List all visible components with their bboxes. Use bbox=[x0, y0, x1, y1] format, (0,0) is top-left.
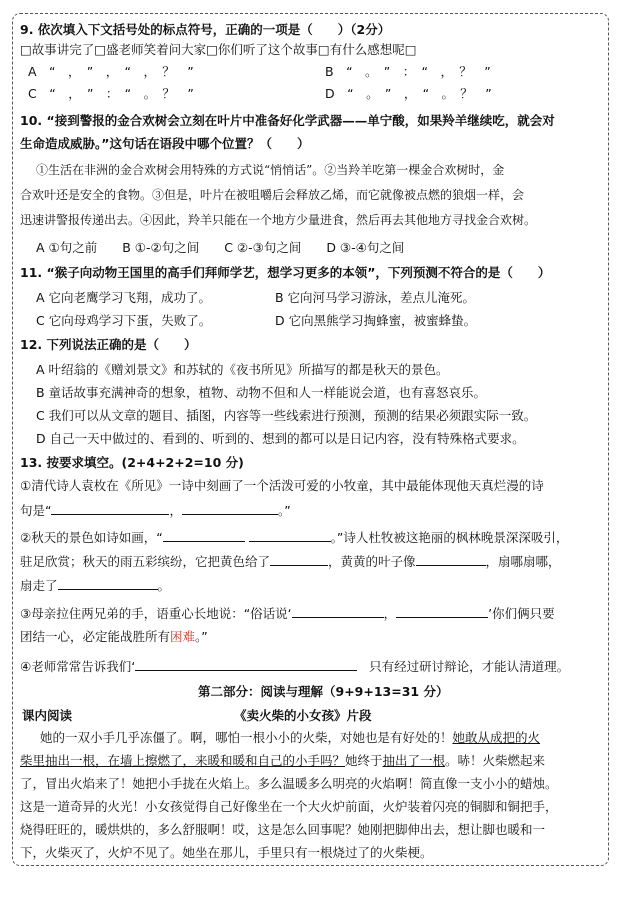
q13-blank-9[interactable] bbox=[396, 605, 488, 618]
q13-item2-text: 驻足欣赏；秋天的雨五彩缤纷，它把黄色给了 bbox=[20, 554, 271, 569]
q13-item3-prefix: ③母亲拉住两兄弟的手，语重心长地说：“俗话说‘ bbox=[20, 606, 292, 621]
reading-line3: 了，冒出火焰来了！她把小手拢在火焰上。多么温暖多么明亮的火焰啊！简直像一支小小的蜡烛。 bbox=[20, 776, 558, 791]
q10-passage-line1: ①生活在非洲的金合欢树会用特殊的方式说“悄悄话”。②当羚羊吃第一棵金合欢树时，金 bbox=[36, 163, 505, 177]
q13-item1-comma: ， bbox=[169, 503, 182, 518]
q13-item2-line1 bbox=[20, 529, 568, 546]
q13-item3-line2 bbox=[20, 629, 208, 645]
q11-option-d[interactable]: D 它向黑熊学习掏蜂蜜，被蜜蜂蛰。 bbox=[275, 313, 477, 328]
reading-line5: 烧得旺旺的，暖烘烘的，多么舒服啊！哎，这是怎么回事呢？她刚把脚伸出去，想让脚也暖和一 bbox=[20, 822, 546, 837]
q10-stem-line2: 生命造成威胁。”这句话在语段中哪个位置？（ ） bbox=[20, 136, 310, 151]
q13-item2-prefix: ②秋天的景色如诗如画，“ bbox=[20, 530, 163, 545]
q9-sentence: □故事讲完了□盛老师笑着问大家□你们听了这个故事□有什么感想呢□ bbox=[20, 42, 417, 57]
q13-blank-8[interactable] bbox=[292, 605, 384, 618]
q13-blank-7[interactable] bbox=[58, 577, 158, 590]
q13-item3-text-end: 。” bbox=[195, 629, 208, 644]
q13-item3-text: 团结一心，必定能战胜所有 bbox=[20, 629, 171, 644]
q13-item1-prefix: 句是“ bbox=[20, 503, 52, 518]
reading-line1-underlined: 她敢从成把的火 bbox=[452, 730, 541, 745]
reading-title: 《卖火柴的小女孩》片段 bbox=[234, 708, 372, 723]
q10-options[interactable]: A ①句之前 B ①-②句之间 C ②-③句之间 D ③-④句之间 bbox=[36, 240, 405, 255]
q13-item3-end: ’你们俩只要 bbox=[488, 606, 555, 621]
q12-option-b[interactable]: B 童话故事充满神奇的想象，植物、动物不但和人一样能说会道，也有喜怒哀乐。 bbox=[36, 385, 487, 400]
q10-passage-line2: 合欢叶还是安全的食物。③但是，叶片在被咀嚼后会释放乙烯，而它就像被点燃的狼烟一样，会 bbox=[20, 188, 525, 202]
q11-option-c[interactable]: C 它向母鸡学习下蛋，失败了。 bbox=[36, 313, 212, 328]
q11-option-a[interactable]: A 它向老鹰学习飞翔，成功了。 bbox=[36, 290, 212, 305]
q9-option-d[interactable]: D “ 。 ” ， “ 。 ？ ” bbox=[325, 86, 492, 101]
q13-stem: 13. 按要求填空。(2+4+2+2=10 分) bbox=[20, 455, 244, 470]
q13-item1-end: 。” bbox=[278, 503, 291, 518]
q12-option-c[interactable]: C 我们可以从文章的题目、插图，内容等一些线索进行预测，预测的结果必须跟实际一致。 bbox=[36, 408, 537, 423]
q13-item2-end: 。 bbox=[157, 578, 171, 593]
reading-line1-text: 她的一双小手几乎冻僵了。啊，哪怕一根小小的火柴，对她也是有好处的！ bbox=[40, 730, 453, 745]
reading-line6: 下，火柴灭了，火炉不见了。她坐在那儿，手里只有一根烧过了的火柴梗。 bbox=[20, 845, 433, 860]
q9-option-c[interactable]: C “ ， ” ： “ 。 ？ ” bbox=[28, 86, 194, 101]
reading-line2-underlined2: 抽出了一根 bbox=[382, 753, 446, 768]
reading-line1 bbox=[40, 730, 540, 746]
q13-blank-5[interactable] bbox=[270, 553, 328, 566]
q13-item2-text2: ，黄黄的叶子像 bbox=[328, 554, 416, 569]
q13-item4-prefix: ④老师常常告诉我们‘ bbox=[20, 659, 136, 674]
q13-item2-line2 bbox=[20, 553, 561, 570]
q13-blank-6[interactable] bbox=[416, 553, 486, 566]
reading-line2-text: 她终于 bbox=[345, 753, 383, 768]
q13-item1-line1: ①清代诗人袁枚在《所见》一诗中刻画了一个活泼可爱的小牧童，其中最能体现他天真烂漫的诗 bbox=[20, 478, 544, 493]
q13-item1-line2 bbox=[20, 502, 291, 519]
q13-item2-mid: 。”诗人杜牧被这艳丽的枫林晚景深深吸引， bbox=[330, 530, 569, 545]
reading-line2 bbox=[20, 753, 545, 769]
q13-item2-text4: 扇走了 bbox=[20, 578, 58, 593]
reading-line2-text2: 。哧！火柴燃起来 bbox=[445, 753, 546, 768]
reading-label: 课内阅读 bbox=[22, 708, 73, 723]
q13-blank-3[interactable] bbox=[163, 529, 245, 542]
q12-option-a[interactable]: A 叶绍翁的《赠刘景文》和苏轼的《夜书所见》所描写的都是秋天的景色。 bbox=[36, 362, 449, 377]
part2-title: 第二部分：阅读与理解（9+9+13=31 分） bbox=[198, 684, 449, 699]
q13-item3-red-text: 困难 bbox=[170, 629, 196, 644]
q13-item2-text3: ，扇哪扇哪， bbox=[485, 554, 561, 569]
q9-option-a[interactable]: A “ ， ” ， “ ， ？ ” bbox=[28, 64, 194, 79]
q10-stem-line1: 10. “接到警报的金合欢树会立刻在叶片中准备好化学武器——单宁酸，如果羚羊继续吃，就会对 bbox=[20, 113, 555, 128]
q11-stem: 11. “猴子向动物王国里的高手们拜师学艺，想学习更多的本领”，下列预测不符合的是（ ） bbox=[20, 265, 551, 280]
q12-stem: 12. 下列说法正确的是（ ） bbox=[20, 337, 197, 352]
q13-blank-4[interactable] bbox=[249, 529, 331, 542]
q12-option-d[interactable]: D 自己一天中做过的、看到的、听到的、想到的都可以是日记内容，没有特殊格式要求。 bbox=[36, 431, 525, 446]
q13-item3-line1 bbox=[20, 605, 555, 622]
q13-blank-1[interactable] bbox=[51, 502, 169, 515]
q13-item4-end: 只有经过研讨辩论，才能认清道理。 bbox=[369, 659, 570, 674]
q13-item3-comma: ， bbox=[383, 606, 397, 621]
q13-blank-2[interactable] bbox=[182, 502, 278, 515]
q9-option-b[interactable]: B “ 。 ” ： “ ， ？ ” bbox=[325, 64, 491, 79]
q13-blank-10[interactable] bbox=[135, 658, 357, 671]
q13-item4-line bbox=[20, 658, 569, 675]
q11-option-b[interactable]: B 它向河马学习游泳，差点儿淹死。 bbox=[275, 290, 476, 305]
q9-stem: 9. 依次填入下文括号处的标点符号，正确的一项是（ ）（2分） bbox=[20, 22, 391, 37]
reading-line4: 这是一道奇异的火光！小女孩觉得自己好像坐在一个大火炉前面，火炉装着闪亮的铜脚和铜把手， bbox=[20, 799, 558, 814]
q13-item2-line3 bbox=[20, 577, 170, 594]
q10-passage-line3: 迅速讲警报传递出去。④因此，羚羊只能在一个地方少量进食，然后再去其他地方寻找金合欢树。 bbox=[20, 213, 537, 227]
reading-line2-underlined: 柴里抽出一根，在墙上擦燃了，来暖和暖和自己的小手吗？ bbox=[20, 753, 346, 768]
